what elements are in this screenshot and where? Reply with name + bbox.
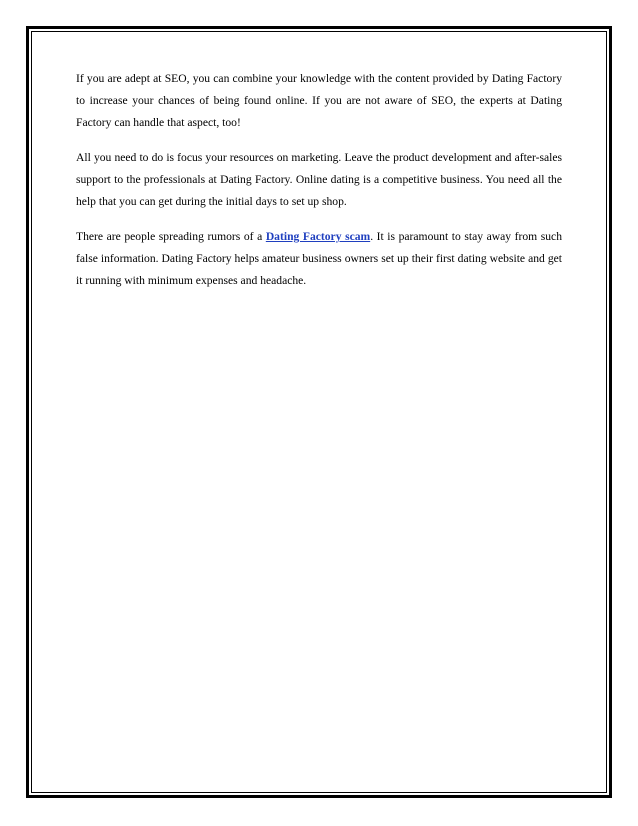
paragraph-seo: If you are adept at SEO, you can combine your knowledge with the content provided by Dating Factory to increase your chances of being found online. If you are not aware of SEO, the experts at Dating Factory can handle that aspect, too! bbox=[76, 72, 562, 129]
paragraph-rumors-rest: . It is paramount to stay away from such false information. Dating Factory helps amateur business owners set up their first dating website and get it running with minimum expenses and headache. bbox=[76, 230, 562, 287]
paragraph-rumors bbox=[76, 226, 562, 292]
paragraph-rumors-intro: There are people spreading rumors of a bbox=[76, 230, 266, 243]
document-body bbox=[76, 68, 562, 305]
paragraph-marketing: All you need to do is focus your resources on marketing. Leave the product development and after-sales support to the professionals at Dating Factory. Online dating is a competitive business. You need all the help that you can get during the initial days to set up shop. bbox=[76, 151, 562, 208]
dating-factory-scam-link[interactable]: Dating Factory scam bbox=[265, 230, 371, 243]
